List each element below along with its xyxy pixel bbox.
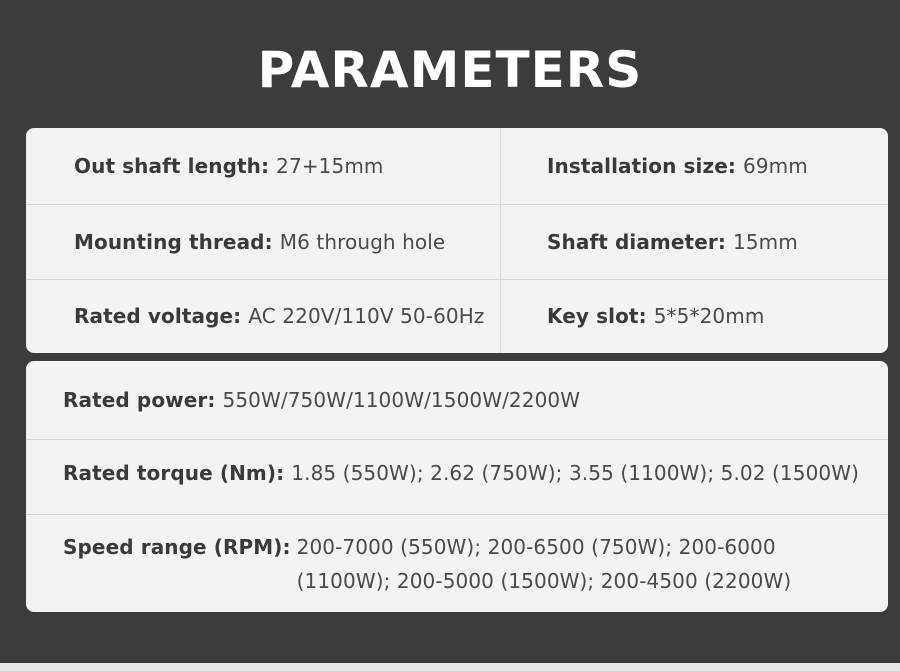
spec-shaft-diameter bbox=[547, 204, 877, 279]
spec-label: Speed range (RPM): bbox=[63, 535, 291, 559]
row-divider bbox=[26, 514, 888, 515]
specs-grid-card bbox=[26, 128, 888, 353]
spec-label: Rated torque (Nm): bbox=[63, 461, 292, 485]
spec-row bbox=[26, 128, 888, 204]
spec-out-shaft-length bbox=[74, 128, 494, 204]
spec-label: Key slot: bbox=[547, 304, 654, 328]
spec-value: 15mm bbox=[733, 229, 798, 254]
spec-row bbox=[26, 204, 888, 279]
spec-label: Installation size: bbox=[547, 154, 744, 178]
spec-value: M6 through hole bbox=[279, 229, 446, 254]
spec-speed-range bbox=[63, 530, 863, 598]
spec-rated-voltage bbox=[74, 279, 494, 353]
spec-mounting-thread bbox=[74, 204, 494, 279]
spec-label: Rated power: bbox=[63, 388, 223, 412]
spec-label: Rated voltage: bbox=[74, 304, 249, 328]
spec-value: 69mm bbox=[743, 154, 808, 178]
bottom-edge-strip bbox=[0, 663, 900, 671]
spec-label: Mounting thread: bbox=[74, 229, 280, 254]
spec-label: Out shaft length: bbox=[74, 154, 277, 178]
spec-value: AC 220V/110V 50-60Hz bbox=[248, 304, 485, 328]
spec-rated-torque bbox=[63, 461, 863, 485]
spec-installation-size bbox=[547, 128, 877, 204]
row-divider bbox=[26, 439, 888, 440]
spec-row bbox=[26, 279, 888, 353]
spec-value: 1.85 (550W); 2.62 (750W); 3.55 (1100W); 5.02 (1500W) bbox=[291, 461, 859, 485]
spec-label: Shaft diameter: bbox=[547, 229, 733, 254]
page-title: PARAMETERS bbox=[257, 41, 643, 99]
spec-value: 5*5*20mm bbox=[653, 304, 765, 328]
spec-key-slot bbox=[547, 279, 877, 353]
spec-value-line: (1100W); 200-5000 (1500W); 200-4500 (2200W) bbox=[296, 569, 792, 593]
specs-full-card bbox=[26, 361, 888, 612]
spec-value: 550W/750W/1100W/1500W/2200W bbox=[222, 388, 581, 412]
spec-value: 27+15mm bbox=[276, 154, 384, 178]
spec-rated-power bbox=[63, 388, 863, 412]
spec-value-line: 200-7000 (550W); 200-6500 (750W); 200-6000 bbox=[296, 535, 776, 559]
